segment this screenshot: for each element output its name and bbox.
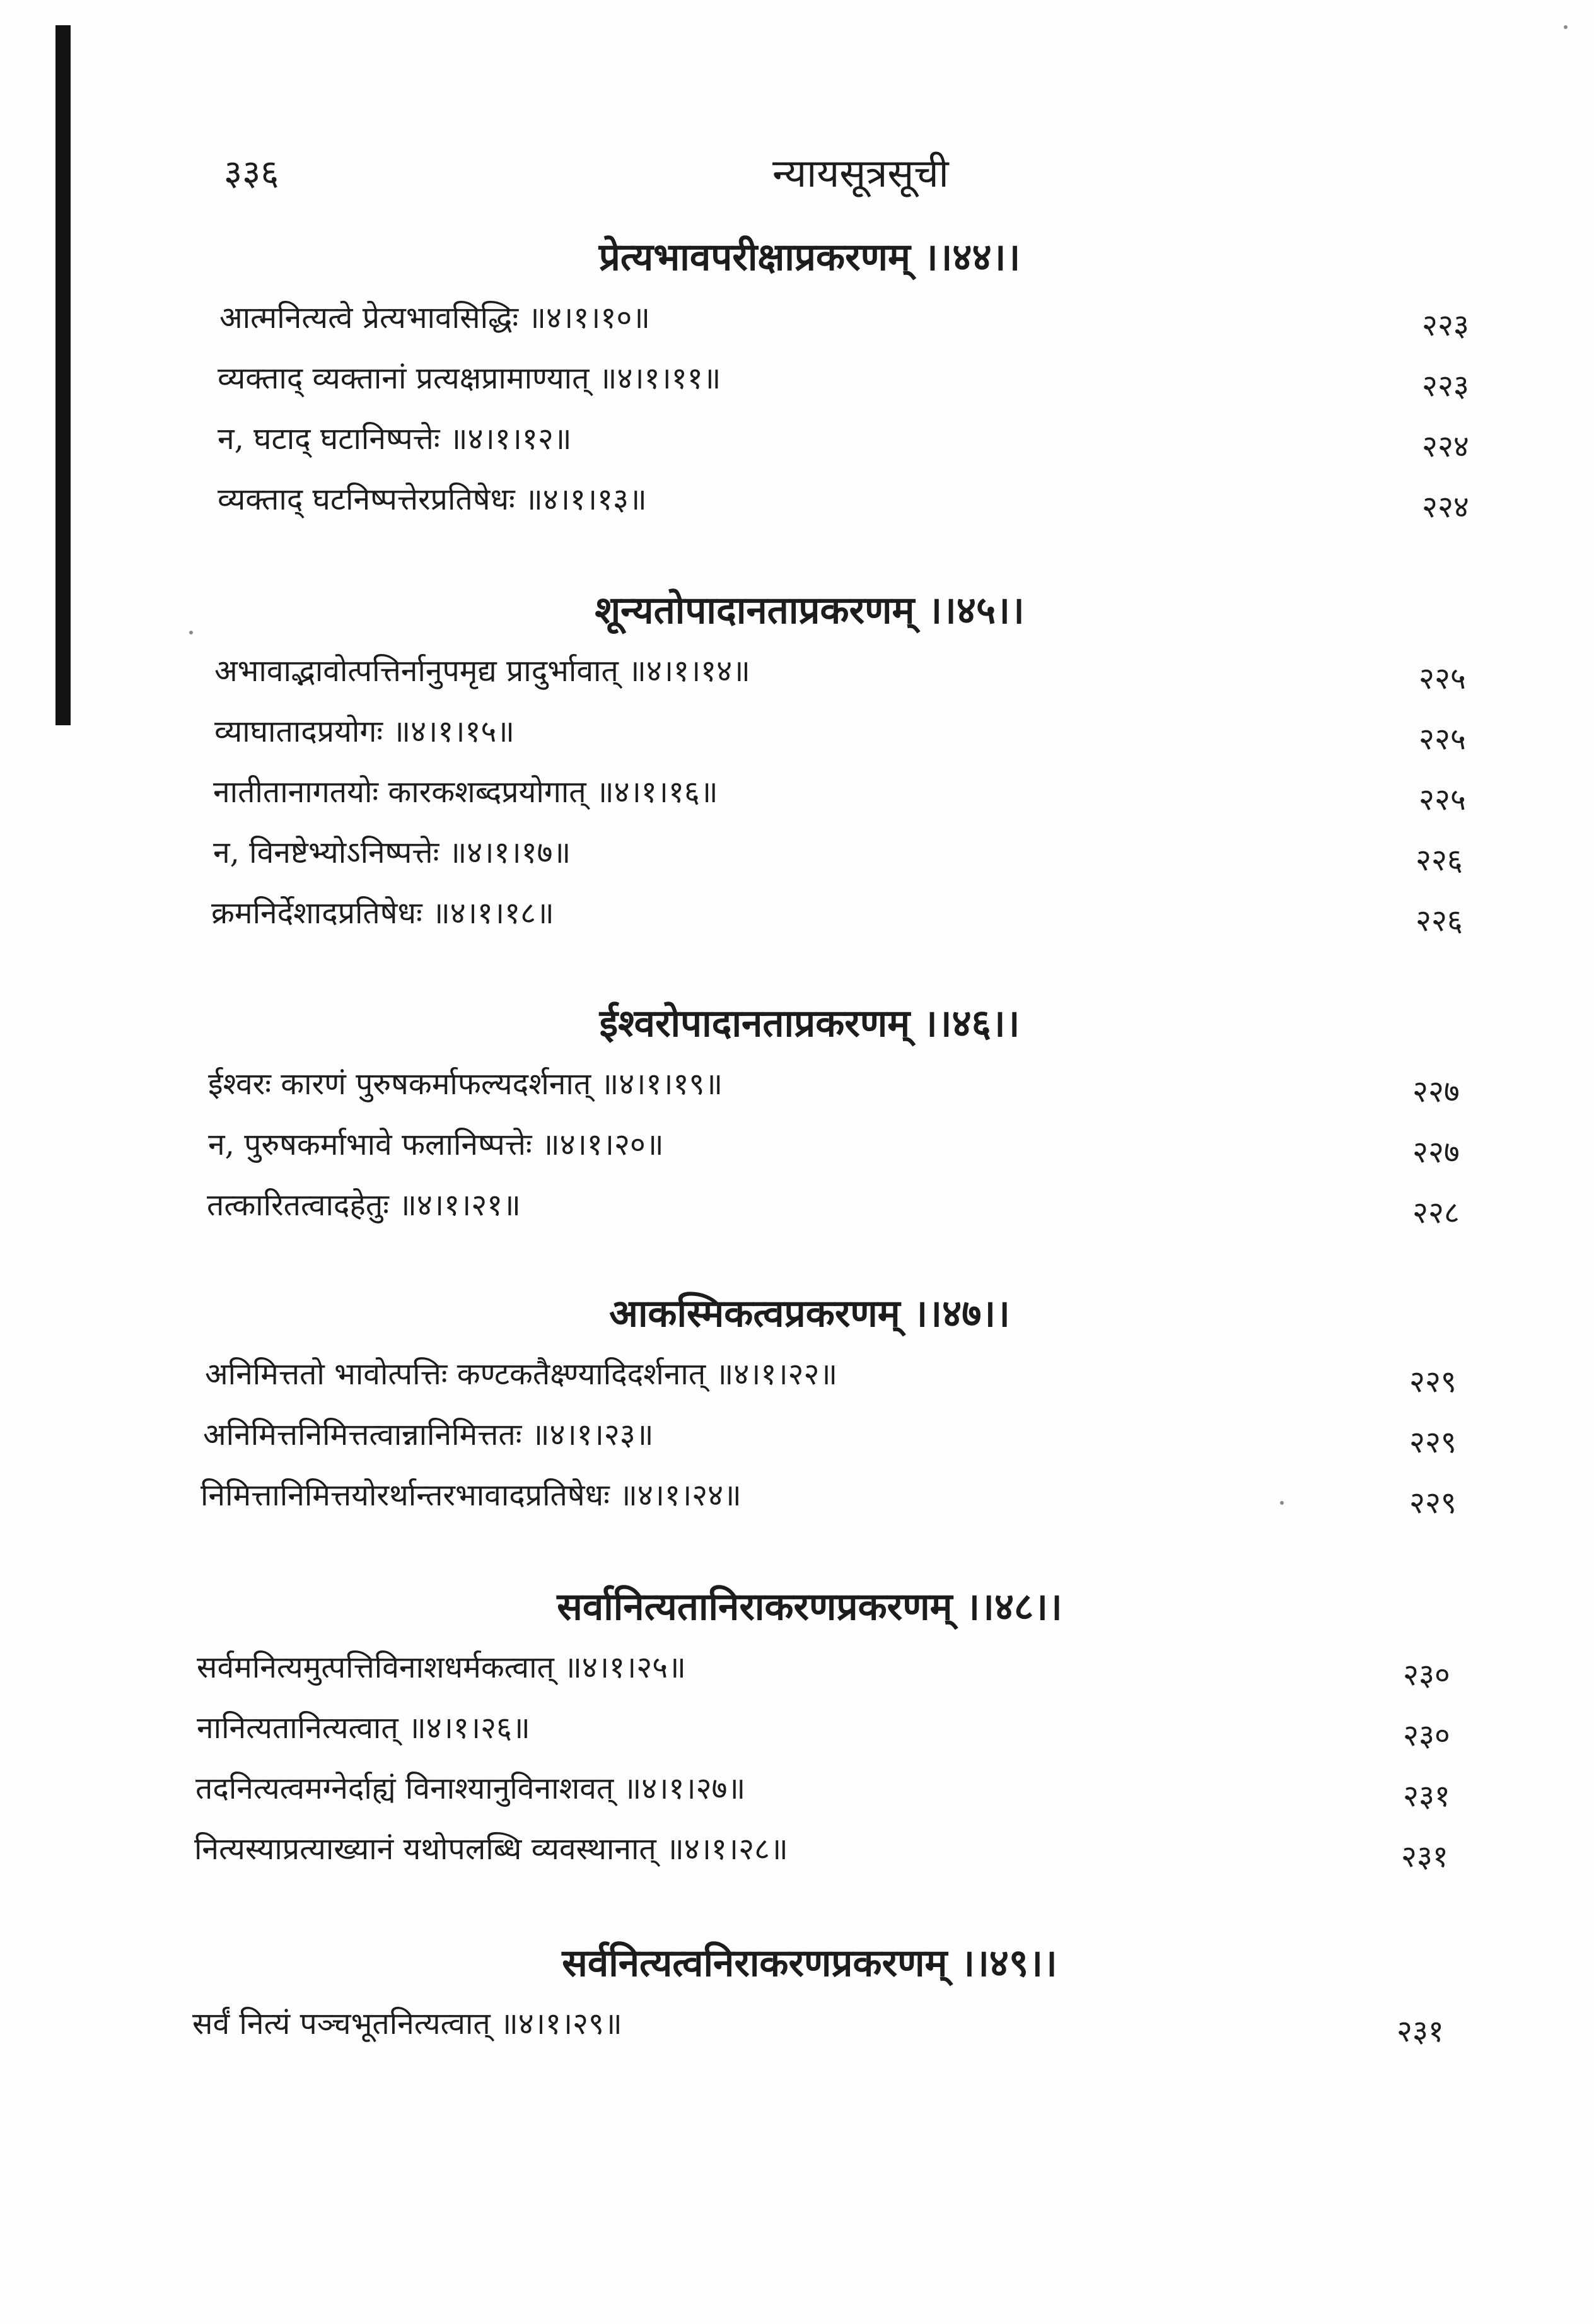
page-reference: २२३ [1422,308,1469,343]
sutra-text: न, विनष्टेभ्योऽनिष्पत्तेः ॥४।१।१७॥ [213,835,571,870]
section-heading: ईश्वरोपादानताप्रकरणम् ।।४६।। [599,1001,1020,1046]
index-entry [0,1404,1594,1465]
index-entry [0,1344,1594,1404]
sutra-text: निमित्तानिमित्तयोरर्थान्तरभावादप्रतिषेधः ॥४।१।२४॥ [201,1478,742,1513]
page-reference: २२९ [1409,1485,1457,1521]
page-reference: २३१ [1397,2014,1444,2049]
sutra-text: अभावाद्भावोत्पत्तिर्नानुपमृद्य प्रादुर्भावात् ॥४।१।१४॥ [214,653,750,689]
index-entry [0,1819,1594,1879]
sutra-text: व्यक्ताद् घटनिष्पत्तेरप्रतिषेधः ॥४।१।१३॥ [218,482,647,517]
sutra-text: नातीतानागतयोः कारकशब्दप्रयोगात् ॥४।१।१६॥ [213,774,718,810]
index-entry [0,641,1594,701]
page-reference: २२७ [1412,1135,1460,1170]
running-title: न्यायसूत्रसूची [772,150,949,196]
index-entry [0,762,1594,822]
index-entry [0,1175,1594,1235]
page-reference: २२६ [1416,843,1463,878]
sutra-text: सर्वं नित्यं पञ्चभूतनित्यत्वात् ॥४।१।२९॥ [192,2006,622,2041]
sutra-text: न, पुरुषकर्माभावे फलानिष्पत्तेः ॥४।१।२०॥ [208,1127,664,1162]
index-entry [0,1758,1594,1819]
page-reference: २२४ [1422,429,1469,464]
sutra-text: क्रमनिर्देशादप्रतिषेधः ॥४।१।१८॥ [211,896,554,931]
index-entry [0,469,1594,530]
index-entry [0,701,1594,762]
section [0,227,1594,530]
sutra-text: ईश्वरः कारणं पुरुषकर्माफल्यदर्शनात् ॥४।१।१९॥ [208,1066,723,1102]
sutra-text: नानित्यतानित्यत्वात् ॥४।१।२६॥ [197,1710,530,1746]
section-heading: सर्वनित्यत्वनिराकरणप्रकरणम् ।।४९।। [562,1941,1057,1985]
index-entry [0,1698,1594,1758]
page-reference: २२४ [1422,489,1469,525]
index-entry [0,1054,1594,1114]
section-heading: आकस्मिकत्वप्रकरणम् ।।४७।। [609,1292,1010,1336]
page-header [0,145,1594,202]
page-reference: २३१ [1403,1778,1450,1814]
page-reference: २२९ [1409,1425,1457,1460]
sutra-text: तदनित्यत्वमग्नेर्दाह्यं विनाश्यानुविनाशवत् ॥४।१।२७॥ [195,1771,746,1806]
sutra-text: व्याघातादप्रयोगः ॥४।१।१५॥ [214,714,515,749]
index-entry [0,348,1594,409]
page-reference: २२५ [1419,782,1466,817]
sutra-text: सर्वमनित्यमुत्पत्तिविनाशधर्मकत्वात् ॥४।१।२५॥ [197,1650,686,1685]
index-entry [0,1994,1594,2054]
sutra-text: अनिमित्तनिमित्तत्वान्नानिमित्ततः ॥४।१।२३॥ [203,1417,654,1452]
page-reference: २३१ [1401,1839,1448,1874]
sutra-text: अनिमित्ततो भावोत्पत्तिः कण्टकतैक्ष्ण्यादिदर्शनात् ॥४।१।२२॥ [205,1357,838,1392]
index-entry [0,1637,1594,1698]
scan-speck [1564,25,1568,29]
section [0,580,1594,943]
index-entry [0,409,1594,469]
page-reference: २२६ [1416,903,1463,938]
sutra-text: आत्मनित्यत्वे प्रेत्यभावसिद्धिः ॥४।१।१०॥ [219,300,651,336]
section [0,1577,1594,1879]
section [0,1933,1594,2054]
sutra-text: व्यक्ताद् व्यक्तानां प्रत्यक्षप्रामाण्यात् ॥४।१।११॥ [218,361,721,396]
index-entry [0,1465,1594,1526]
sutra-text: नित्यस्याप्रत्याख्यानं यथोपलब्धि व्यवस्थानात् ॥४।१।२८॥ [194,1831,788,1867]
index-entry [0,822,1594,883]
section-heading: शून्यतोपादानताप्रकरणम् ।।४५।। [595,588,1025,633]
page-reference: २३० [1403,1657,1450,1693]
sutra-text: न, घटाद् घटानिष्पत्तेः ॥४।१।१२॥ [218,421,572,457]
section [0,1283,1594,1526]
page-number: ३३६ [224,153,279,194]
page-reference: २३० [1403,1718,1450,1753]
page-reference: २२३ [1422,368,1469,404]
page-reference: २२५ [1419,721,1466,757]
page-reference: २२८ [1412,1195,1460,1230]
sutra-text: तत्कारितत्वादहेतुः ॥४।१।२१॥ [207,1188,521,1223]
index-entry [0,1114,1594,1175]
page-reference: २२७ [1412,1074,1460,1109]
index-entry [0,288,1594,348]
index-entry [0,883,1594,943]
section-heading: प्रेत्यभावपरीक्षाप्रकरणम् ।।४४।। [598,235,1021,279]
section-heading: सर्वानित्यतानिराकरणप्रकरणम् ।।४८।। [557,1585,1062,1629]
page-reference: २२९ [1409,1364,1457,1399]
section [0,993,1594,1235]
page-reference: २२५ [1419,661,1466,696]
